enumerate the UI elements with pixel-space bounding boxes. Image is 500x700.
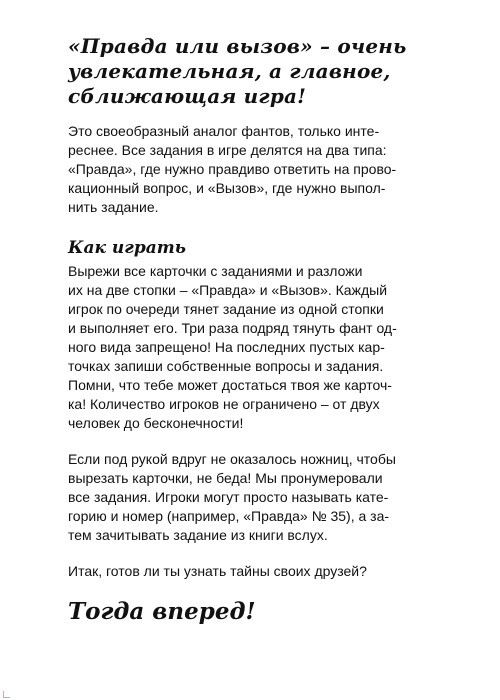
text-line: реснее. Все задания в игре делятся на два типа:	[68, 142, 387, 158]
text-line: и выполняет его. Три раза подряд тянуть фант од-	[68, 320, 397, 336]
section-title-how-to-play: Как играть	[68, 238, 186, 258]
scissors-paragraph	[68, 450, 428, 545]
how-to-play-paragraph	[68, 262, 428, 433]
text-line: все задания. Игроки могут просто называть кате-	[68, 489, 389, 505]
question-paragraph	[68, 562, 428, 581]
text-line: Это своеобразный аналог фантов, только инте-	[68, 123, 380, 139]
crop-mark	[3, 691, 10, 698]
text-line: Если под рукой вдруг не оказалось ножниц, чтобы	[68, 451, 396, 467]
page-content	[68, 34, 428, 627]
text-line: горию и номер (например, «Правда» № 35), а за-	[68, 508, 390, 524]
text-line: точках запиши собственные вопросы и задания.	[68, 358, 384, 374]
text-line: человек до бесконечности!	[68, 415, 244, 431]
closing-slogan: Тогда вперед!	[68, 598, 256, 625]
headline-line: сближающая игра!	[68, 84, 307, 108]
text-line: тем зачитывать задание из книги вслух.	[68, 527, 328, 543]
text-line: Итак, готов ли ты узнать тайны своих друзей?	[68, 563, 367, 579]
headline	[68, 34, 428, 109]
text-line: ка! Количество игроков не ограничено – от двух	[68, 396, 380, 412]
text-line: нить задание.	[68, 199, 159, 215]
text-line: вырезать карточки, не беда! Мы пронумеровали	[68, 470, 383, 486]
text-line: «Правда», где нужно правдиво ответить на прово-	[68, 161, 397, 177]
text-line: Вырежи все карточки с заданиями и разложи	[68, 263, 363, 279]
headline-line: увлекательная, а главное,	[68, 59, 391, 83]
text-line: ного вида запрещено! На последних пустых кар-	[68, 339, 385, 355]
text-line: Помни, что тебе может достаться твоя же карточ-	[68, 377, 392, 393]
text-line: их на две стопки – «Правда» и «Вызов». Каждый	[68, 282, 388, 298]
intro-paragraph	[68, 122, 428, 217]
text-line: кационный вопрос, и «Вызов», где нужно выпол-	[68, 180, 386, 196]
headline-line: «Правда или вызов» – очень	[68, 34, 407, 58]
text-line: игрок по очереди тянет задание из одной стопки	[68, 301, 384, 317]
